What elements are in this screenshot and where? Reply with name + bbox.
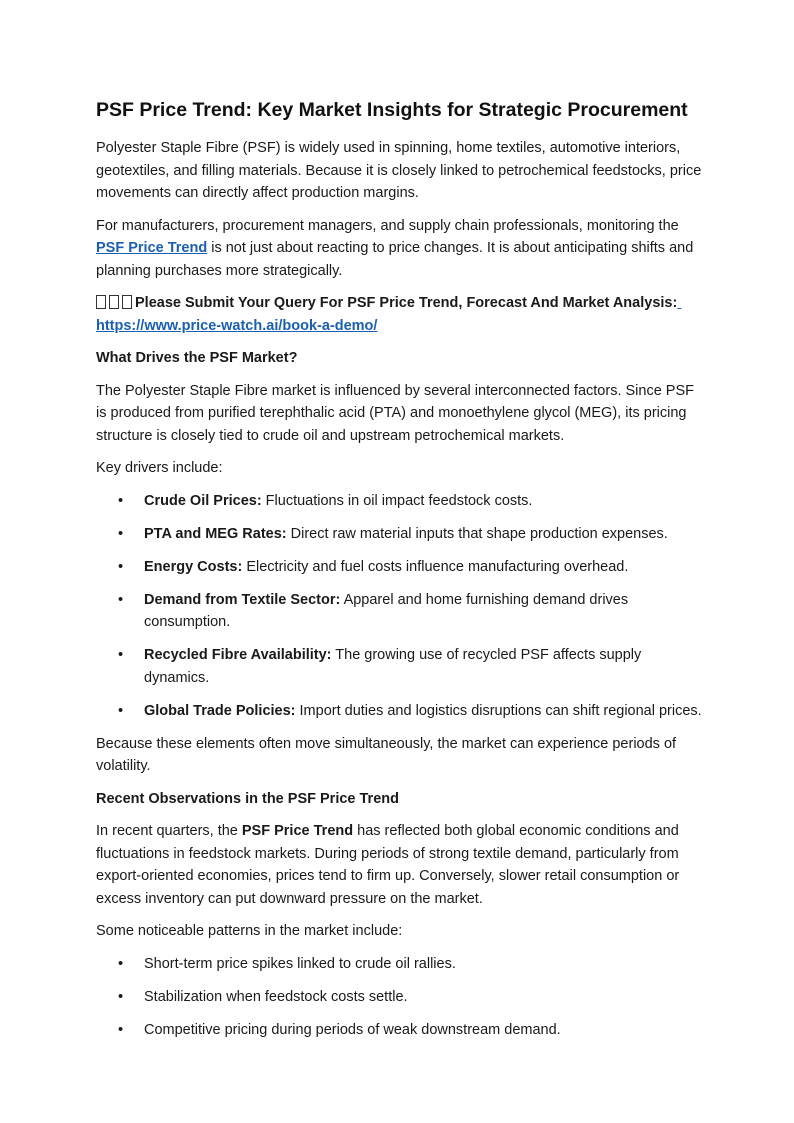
drivers-list-intro: Key drivers include: — [96, 460, 223, 476]
list-item-label: Recycled Fibre Availability: — [144, 647, 332, 663]
list-item-label: Crude Oil Prices: — [144, 492, 262, 509]
list-item — [96, 986, 702, 1009]
list-item — [96, 490, 702, 513]
observations-text-after: has reflected both global economic conditions and fluctuations in feedstock markets. During periods of strong textile demand, particularly from export-oriented economies, prices tend to firm up. Conversely, slower retail consumption or excess inventory can put downward pressure on the market. — [96, 823, 680, 907]
list-item — [96, 644, 702, 689]
observations-bold-term: PSF Price Trend — [241, 823, 354, 839]
missing-glyph-icon — [96, 295, 106, 309]
missing-glyph-icon — [122, 295, 132, 309]
cta-link-space[interactable] — [677, 295, 681, 311]
patterns-list-intro: Some noticeable patterns in the market include: — [96, 923, 403, 939]
list-item-label: Energy Costs: — [144, 558, 243, 575]
bullet-icon: • — [118, 702, 124, 719]
list-item — [96, 556, 702, 579]
list-item-label: Global Trade Policies: — [144, 702, 296, 719]
list-item-label: PTA and MEG Rates: — [144, 525, 287, 542]
list-item — [96, 700, 702, 723]
observations-paragraph — [96, 820, 702, 910]
list-item-label: Demand from Textile Sector: — [144, 591, 341, 608]
list-item-text: Direct raw material inputs that shape production expenses. — [286, 525, 668, 542]
document-body — [96, 96, 702, 1052]
intro-paragraph: Polyester Staple Fibre (PSF) is widely used in spinning, home textiles, automotive interiors, geotextiles, and filling materials. Because it is closely linked to petrochemical feedstocks, price movements can directly affect production margins. — [96, 140, 702, 201]
bullet-icon: • — [118, 525, 124, 542]
list-item-text: Stabilization when feedstock costs settle. — [144, 988, 408, 1005]
bullet-icon: • — [118, 955, 124, 972]
list-item-text: Import duties and logistics disruptions can shift regional prices. — [295, 702, 702, 719]
patterns-list — [96, 953, 702, 1042]
query-cta — [96, 292, 702, 337]
monitoring-text-before: For manufacturers, procurement managers, and supply chain professionals, monitoring the — [96, 217, 679, 234]
missing-glyph-icon — [109, 295, 119, 309]
list-item-text: Competitive pricing during periods of weak downstream demand. — [144, 1021, 561, 1038]
list-item-text: Short-term price spikes linked to crude oil rallies. — [144, 955, 456, 972]
observations-text-before: In recent quarters, the — [96, 823, 242, 839]
bullet-icon: • — [118, 1021, 124, 1038]
psf-price-trend-link[interactable]: PSF Price Trend — [96, 240, 208, 256]
list-item-text: Apparel and home furnishing demand drives consumption. — [144, 591, 629, 630]
drivers-paragraph: The Polyester Staple Fibre market is influenced by several interconnected factors. Since PSF is produced from purified terephthalic acid (PTA) and monoethylene glycol (MEG), its pricing structure is closely tied to crude oil and upstream petrochemical markets. — [96, 382, 695, 444]
page-title: PSF Price Trend: Key Market Insights for Strategic Procurement — [96, 99, 688, 121]
drivers-list — [96, 490, 702, 723]
bullet-icon: • — [118, 988, 124, 1005]
cta-text: Please Submit Your Query For PSF Price Trend, Forecast And Market Analysis: — [135, 295, 678, 311]
list-item-text: The growing use of recycled PSF affects supply dynamics. — [144, 647, 642, 686]
bullet-icon: • — [118, 558, 124, 575]
book-demo-link[interactable]: https://www.price-watch.ai/book-a-demo/ — [96, 317, 378, 334]
bullet-icon: • — [118, 647, 124, 663]
list-item — [96, 589, 702, 634]
volatility-paragraph: Because these elements often move simultaneously, the market can experience periods of volatility. — [96, 735, 677, 774]
monitoring-paragraph — [96, 215, 702, 283]
section-heading-drivers: What Drives the PSF Market? — [96, 350, 298, 366]
list-item — [96, 523, 702, 546]
bullet-icon: • — [118, 591, 124, 608]
section-heading-observations: Recent Observations in the PSF Price Trend — [96, 790, 399, 807]
list-item — [96, 953, 702, 976]
list-item-text: Fluctuations in oil impact feedstock costs. — [261, 492, 533, 509]
list-item — [96, 1019, 702, 1042]
bullet-icon: • — [118, 492, 124, 509]
list-item-text: Electricity and fuel costs influence manufacturing overhead. — [242, 558, 629, 575]
monitoring-text-after: is not just about reacting to price changes. It is about anticipating shifts and planning purchases more strategically. — [96, 240, 694, 279]
